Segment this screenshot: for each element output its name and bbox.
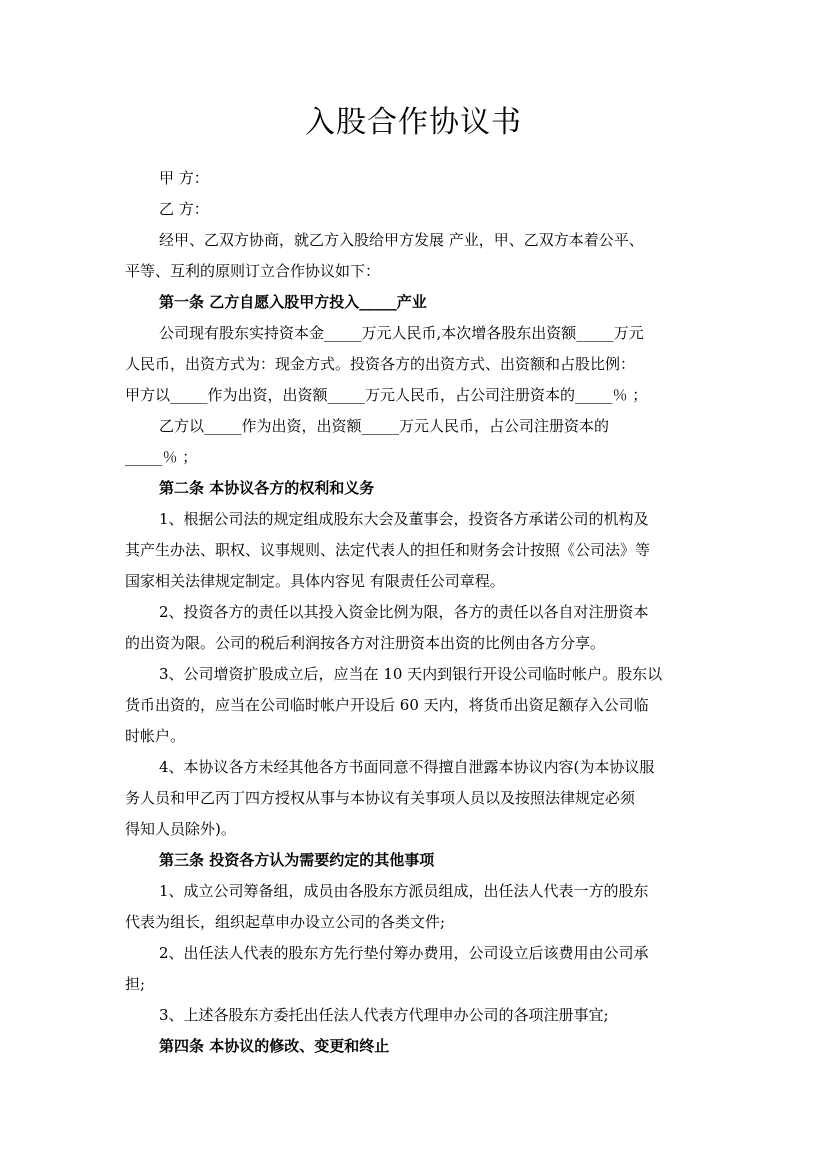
paragraph-line: 公司现有股东实持资本金_____万元人民币,本次增各股东出资额_____万元 [159, 324, 644, 342]
paragraph-line: 甲方以_____作为出资，出资额_____万元人民币，占公司注册资本的_____％ ； [125, 386, 648, 404]
paragraph-line: 的出资为限。公司的税后利润按各方对注册资本出资的比例由各方分享。 [125, 634, 606, 652]
paragraph-line: 3、上述各股东方委托出任法人代表方代理申办公司的各项注册事宜; [159, 1006, 609, 1024]
paragraph-line: 经甲、乙双方协商，就乙方入股给甲方发展 产业，甲、乙双方本着公平、 [159, 231, 644, 249]
article-1-heading: 第一条 乙方自愿入股甲方投入_____产业 [159, 293, 427, 311]
paragraph-line: 2、投资各方的责任以其投入资金比例为限，各方的责任以各自对注册资本 [159, 603, 649, 621]
article-2-heading: 第二条 本协议各方的权利和义务 [159, 479, 375, 497]
party-a-line: 甲 方： [159, 169, 209, 187]
article-4-heading: 第四条 本协议的修改、变更和终止 [159, 1037, 390, 1055]
paragraph-line: 4、本协议各方未经其他各方书面同意不得擅自泄露本协议内容(为本协议服 [159, 758, 655, 776]
paragraph-line: 1、根据公司法的规定组成股东大会及董事会，投资各方承诺公司的机构及 [159, 510, 649, 528]
paragraph-line: 平等、互利的原则订立合作协议如下： [125, 262, 381, 280]
document-body [125, 163, 705, 1062]
paragraph-line: 货币出资的，应当在公司临时帐户开设后 60 天内，将货币出资足额存入公司临 [125, 696, 649, 714]
paragraph-line: 代表为组长，组织起草申办设立公司的各类文件; [125, 913, 446, 931]
paragraph-line: 国家相关法律规定制定。具体内容见 有限责任公司章程。 [125, 572, 505, 590]
paragraph-line: 人民币，出资方式为：现金方式。投资各方的出资方式、出资额和占股比例： [125, 355, 636, 373]
paragraph-line: 务人员和甲乙丙丁四方授权从事与本协议有关事项人员以及按照法律规定必须 [125, 789, 636, 807]
paragraph-line: _____％ ； [125, 448, 198, 466]
paragraph-line: 其产生办法、职权、议事规则、法定代表人的担任和财务会计按照《公司法》等 [125, 541, 651, 559]
paragraph-line: 乙方以_____作为出资，出资额_____万元人民币，占公司注册资本的 [159, 417, 610, 435]
paragraph-line: 3、公司增资扩股成立后，应当在 10 天内到银行开设公司临时帐户。股东以 [159, 665, 663, 683]
party-b-line: 乙 方： [159, 200, 209, 218]
paragraph-line: 时帐户。 [125, 727, 186, 745]
paragraph-line: 1、成立公司筹备组，成员由各股东方派员组成，出任法人代表一方的股东 [159, 882, 649, 900]
paragraph-line: 2、出任法人代表的股东方先行垫付筹办费用，公司设立后该费用由公司承 [159, 944, 649, 962]
document-title: 入股合作协议书 [305, 105, 522, 140]
paragraph-line: 担; [125, 975, 146, 993]
article-3-heading: 第三条 投资各方认为需要约定的其他事项 [159, 851, 435, 869]
paragraph-line: 得知人员除外)。 [125, 820, 236, 838]
